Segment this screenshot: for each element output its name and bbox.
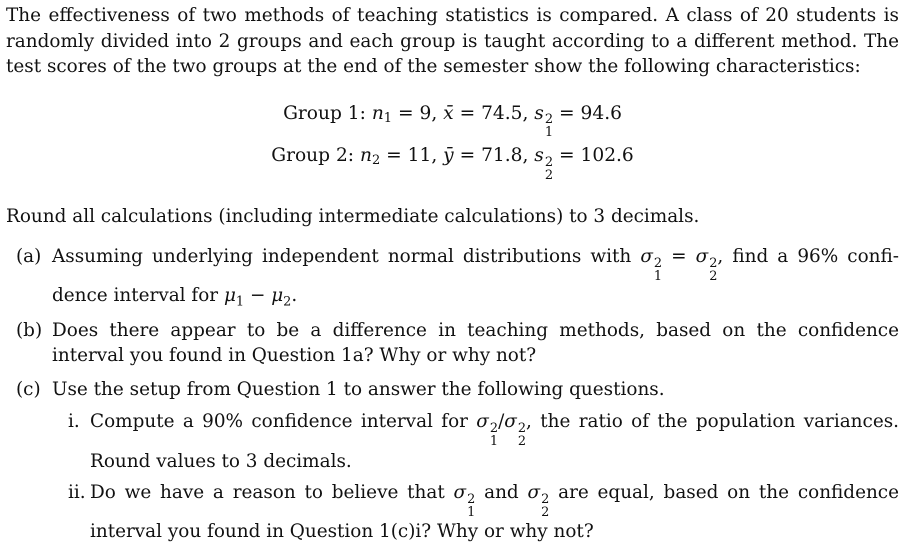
group-1-label: Group 1: [283,102,366,124]
question-c [6,377,899,403]
group-1-line: Group 1: n1 = 9, x̄ = 74.5, s 2 1 = 94.6 [283,102,622,141]
variance-symbol: s [534,145,544,167]
question-c-i-label: i. [68,411,80,433]
n-subscript: 2 [371,153,381,169]
question-c-i-text-1: Compute a 90% confidence interval for [90,411,468,433]
group-2-label: Group 2: [271,145,355,167]
mean-symbol: x̄ [443,102,454,124]
group-2-mean: 71.8 [481,145,523,167]
question-b-text: Does there appear to be a difference in teaching methods, based on the confidence interval you found in Question 1a? Why or why not? [52,319,899,367]
mean-symbol: ȳ [443,145,454,167]
question-c-ii-label: ii. [68,482,86,504]
variance-subscript: 2 [544,167,554,183]
question-c-i: i. Compute a 90% confidence interval for σ 2 1 /σ 2 2 , the ratio of the population variances. Round values to 3 decimals. [68,411,899,472]
question-c-ii-text-2: are equal, based on the confidence interval you found in Question 1(c)i? Why or why not? [90,482,899,543]
group-statistics [6,97,899,182]
question-c-ii-text-1: Do we have a reason to believe that [90,482,445,504]
problem-page [6,3,899,545]
question-b [6,318,899,369]
rounding-note: Round all calculations (including intermediate calculations) to 3 decimals. [6,205,700,227]
question-a-text-1: Assuming underlying independent normal distributions with [52,246,632,268]
and-word: and [484,482,519,504]
question-a: (a) Assuming underlying independent normal distributions with σ 2 1 = σ 2 2 , find a 96% confi-dence interval for $\mu_1 - \mu_2$. [16,246,899,311]
group-2-n: 11 [407,145,432,167]
group-1-mean: 74.5 [481,102,523,124]
intro-paragraph: The effectiveness of two methods of teaching statistics is compared. A class of 20 students is randomly divided into 2 groups and each group is taught according to a different method. The test scores of the two groups at the end of the semester show the following characteristics: [6,5,899,77]
n-subscript: 1 [383,110,393,126]
n-symbol: n [371,102,384,124]
question-c-label: (c) [16,378,41,400]
group-2-variance: 102.6 [580,145,634,167]
group-2-line: Group 2: n2 = 11, ȳ = 71.8, s 2 2 = 102.6 [271,145,634,183]
question-a-text-2: , find a 96% confi-dence interval for [52,246,899,307]
question-c-text: Use the setup from Question 1 to answer the following questions. [52,378,665,400]
question-b-label: (b) [16,319,43,341]
n-symbol: n [359,145,372,167]
question-c-i-text-2: , the ratio of the population variances. Round values to 3 decimals. [90,411,899,472]
question-a-label: (a) [16,246,42,268]
variance-subscript: 1 [544,125,554,141]
group-1-n: 9 [419,102,432,124]
group-1-variance: 94.6 [580,102,622,124]
question-c-ii: ii. Do we have a reason to believe that σ 2 1 and σ 2 2 are equal, based on the confidence interval you found in Question 1(c)i? Why or why not? [68,482,899,543]
variance-symbol: s [534,102,544,124]
